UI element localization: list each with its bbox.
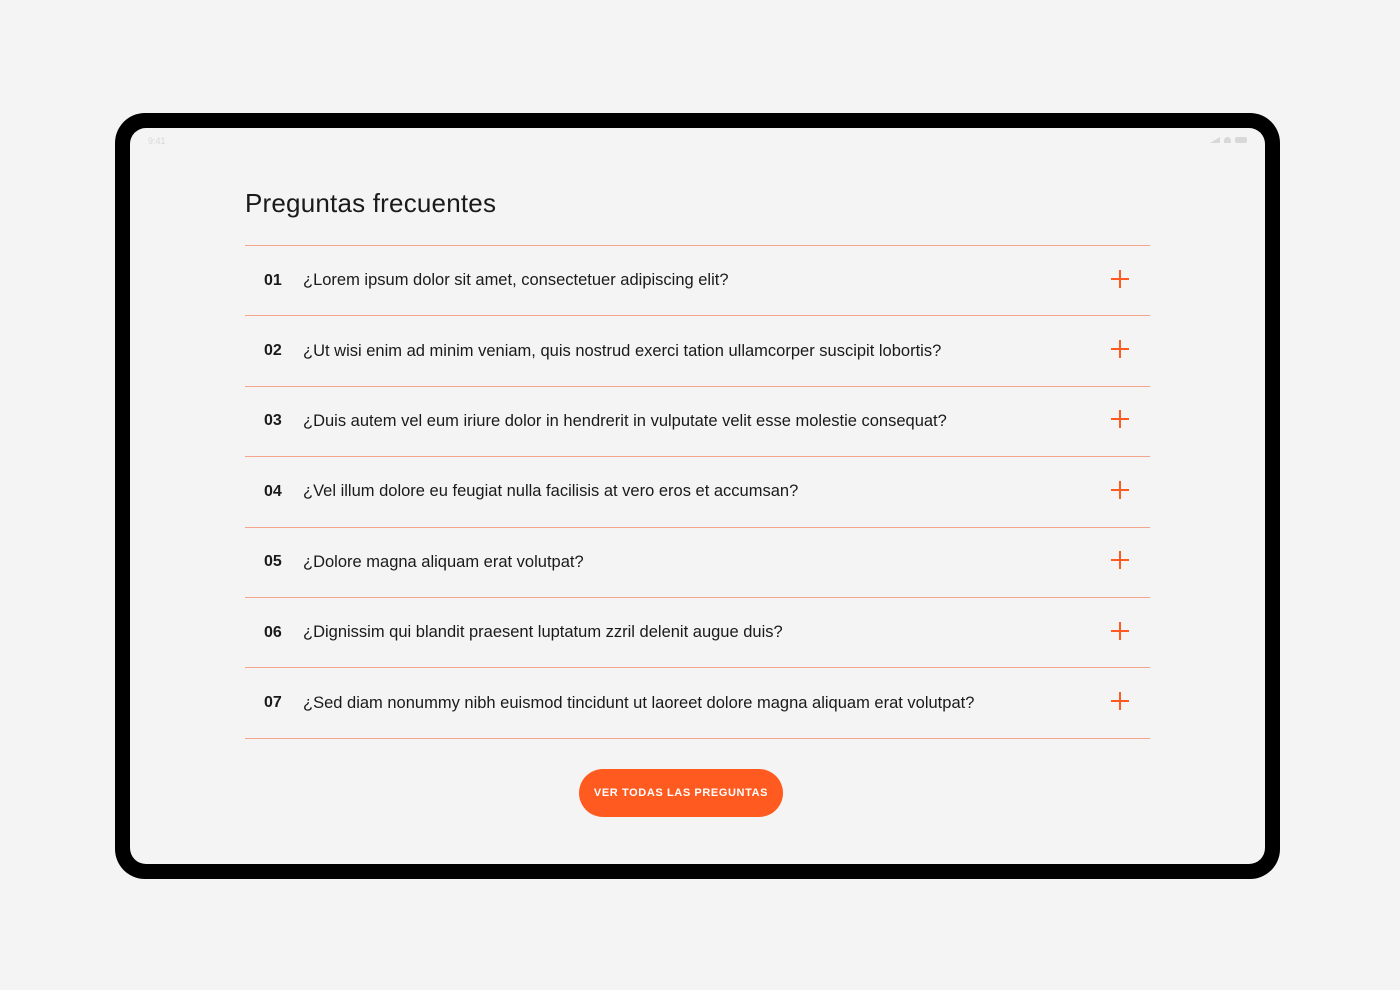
faq-number: 05	[264, 553, 282, 571]
faq-question[interactable]: ¿Lorem ipsum dolor sit amet, consectetuer adipiscing elit?	[303, 271, 729, 290]
faq-number: 01	[264, 271, 282, 289]
faq-number: 06	[264, 623, 282, 641]
faq-item[interactable]	[245, 457, 1150, 527]
wifi-icon	[1224, 137, 1231, 143]
plus-icon[interactable]	[1110, 480, 1130, 500]
faq-question[interactable]: ¿Sed diam nonummy nibh euismod tincidunt ut laoreet dolore magna aliquam erat volutpat?	[303, 693, 975, 712]
plus-icon[interactable]	[1110, 621, 1130, 641]
faq-item[interactable]	[245, 598, 1150, 668]
faq-number: 04	[264, 482, 282, 500]
tablet-frame	[115, 113, 1280, 879]
status-icons	[1210, 137, 1247, 143]
plus-icon[interactable]	[1110, 339, 1130, 359]
faq-question[interactable]: ¿Duis autem vel eum iriure dolor in hendrerit in vulputate velit esse molestie consequat?	[303, 411, 947, 430]
faq-item[interactable]	[245, 668, 1150, 738]
status-time: 9:41	[148, 136, 166, 146]
faq-list	[245, 245, 1150, 739]
faq-question[interactable]: ¿Ut wisi enim ad minim veniam, quis nostrud exerci tation ullamcorper suscipit lobortis?	[303, 341, 942, 360]
faq-item[interactable]	[245, 246, 1150, 316]
faq-number: 02	[264, 342, 282, 360]
faq-question[interactable]: ¿Vel illum dolore eu feugiat nulla facilisis at vero eros et accumsan?	[303, 482, 799, 501]
battery-icon	[1235, 137, 1247, 143]
plus-icon[interactable]	[1110, 409, 1130, 429]
page-title: Preguntas frecuentes	[245, 188, 497, 218]
faq-question[interactable]: ¿Dignissim qui blandit praesent luptatum zzril delenit augue duis?	[303, 623, 783, 642]
faq-number: 03	[264, 412, 282, 430]
tablet-screen	[130, 128, 1265, 864]
plus-icon[interactable]	[1110, 550, 1130, 570]
view-all-questions-button[interactable]: VER TODAS LAS PREGUNTAS	[579, 769, 783, 817]
plus-icon[interactable]	[1110, 691, 1130, 711]
plus-icon[interactable]	[1110, 269, 1130, 289]
faq-question[interactable]: ¿Dolore magna aliquam erat volutpat?	[303, 552, 584, 571]
faq-item[interactable]	[245, 387, 1150, 457]
faq-item[interactable]	[245, 316, 1150, 386]
faq-number: 07	[264, 694, 282, 712]
faq-item[interactable]	[245, 528, 1150, 598]
signal-icon	[1210, 137, 1220, 143]
